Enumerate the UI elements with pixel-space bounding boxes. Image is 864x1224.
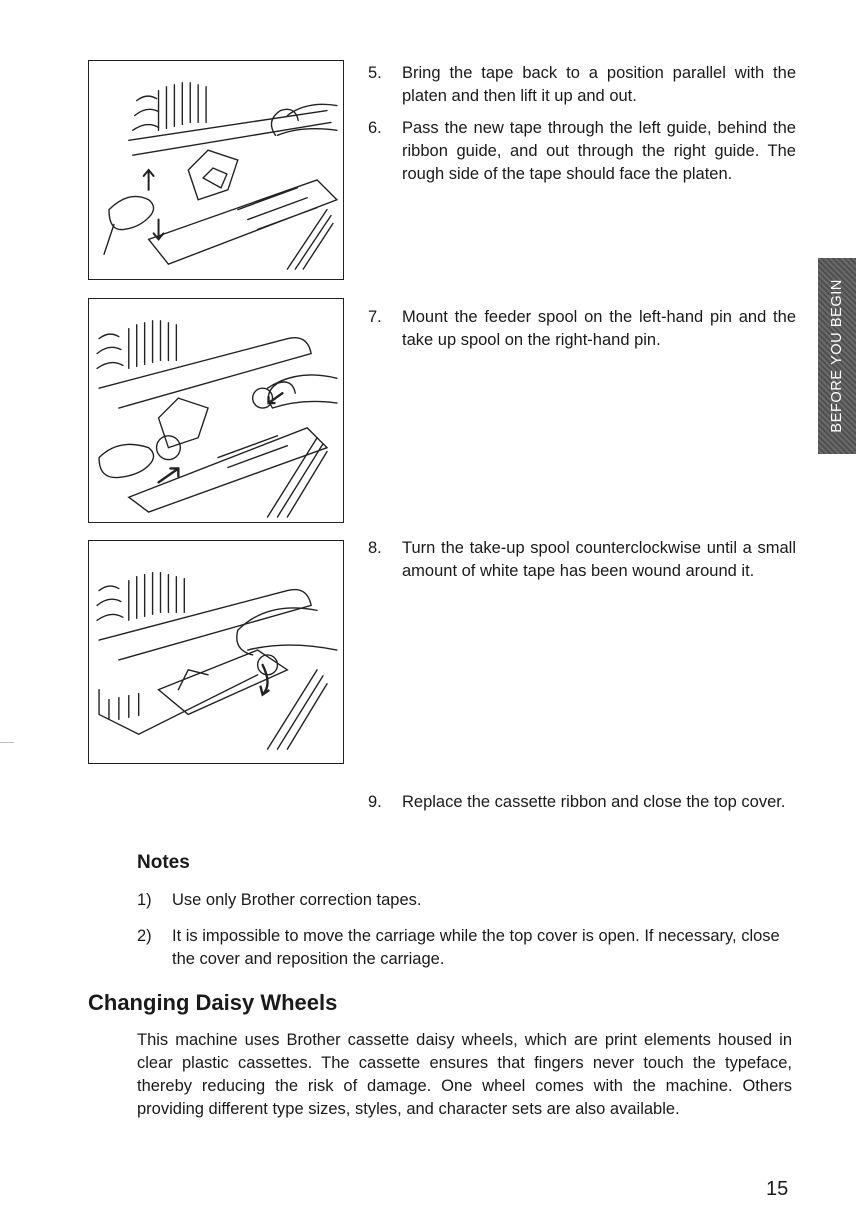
step-text: Mount the feeder spool on the left-hand pin and the take up spool on the right-hand pin. bbox=[402, 308, 796, 349]
cassette-tray bbox=[149, 180, 337, 264]
note-number: 1) bbox=[137, 891, 152, 909]
ribbon-guide bbox=[188, 150, 238, 200]
paper-bail-fingers bbox=[97, 573, 184, 621]
arrow-down bbox=[154, 220, 164, 240]
step-6 bbox=[368, 117, 796, 186]
note-2 bbox=[137, 925, 799, 971]
note-1 bbox=[137, 889, 799, 912]
step-text: Bring the tape back to a position parallel with the platen and then lift it up and out. bbox=[402, 64, 796, 105]
arrow-left bbox=[269, 393, 283, 403]
paper-bail-fingers bbox=[133, 83, 206, 131]
notes-heading: Notes bbox=[137, 852, 190, 873]
step-5 bbox=[368, 62, 796, 108]
section-heading: Changing Daisy Wheels bbox=[88, 990, 338, 1015]
chapter-tab bbox=[818, 258, 856, 454]
margin-mark bbox=[0, 742, 14, 743]
arrow-up bbox=[144, 170, 154, 190]
step-7 bbox=[368, 306, 796, 352]
tray-rail bbox=[99, 675, 258, 734]
right-hand bbox=[268, 375, 337, 408]
platen bbox=[99, 590, 311, 660]
left-hand bbox=[104, 196, 154, 254]
step-number: 5. bbox=[368, 64, 382, 82]
left-hand bbox=[99, 444, 154, 477]
note-number: 2) bbox=[137, 927, 152, 945]
step-number: 9. bbox=[368, 793, 382, 811]
note-text: It is impossible to move the carriage while the top cover is open. If necessary, close the cover and reposition the carriage. bbox=[172, 927, 780, 968]
illustration-mount-spools bbox=[88, 298, 344, 523]
step-text: Turn the take-up spool counterclockwise until a small amount of white tape has been wound around it. bbox=[402, 539, 796, 580]
paper-bail-fingers bbox=[97, 321, 176, 369]
step-number: 7. bbox=[368, 308, 382, 326]
shading bbox=[287, 210, 333, 269]
section-body: This machine uses Brother cassette daisy wheels, which are print elements housed in clear plastic cassettes. The cassette ensures that fingers never touch the typeface, thereby reducing the risk of damage. One wheel comes with the machine. Others providing different type sizes, styles, and character sets are also available. bbox=[137, 1031, 792, 1118]
step-9 bbox=[368, 791, 796, 814]
take-up-spool bbox=[258, 655, 278, 675]
platen bbox=[99, 338, 311, 408]
arrow-right bbox=[159, 468, 179, 482]
ribbon-guide bbox=[159, 398, 209, 448]
step-number: 8. bbox=[368, 539, 382, 557]
step-number: 6. bbox=[368, 119, 382, 137]
illustration-wind-tape bbox=[88, 540, 344, 764]
chapter-tab-label: BEFORE YOU BEGIN bbox=[829, 279, 845, 433]
step-8 bbox=[368, 537, 796, 583]
shading bbox=[268, 670, 327, 749]
note-text: Use only Brother correction tapes. bbox=[172, 891, 422, 909]
step-text: Pass the new tape through the left guide, behind the ribbon guide, and out through the right guide. The rough side of the tape should face the platen. bbox=[402, 119, 796, 183]
step-text: Replace the cassette ribbon and close the top cover. bbox=[402, 793, 786, 811]
right-hand bbox=[237, 608, 337, 655]
page-number: 15 bbox=[766, 1178, 789, 1200]
illustration-remove-tape bbox=[88, 60, 344, 280]
